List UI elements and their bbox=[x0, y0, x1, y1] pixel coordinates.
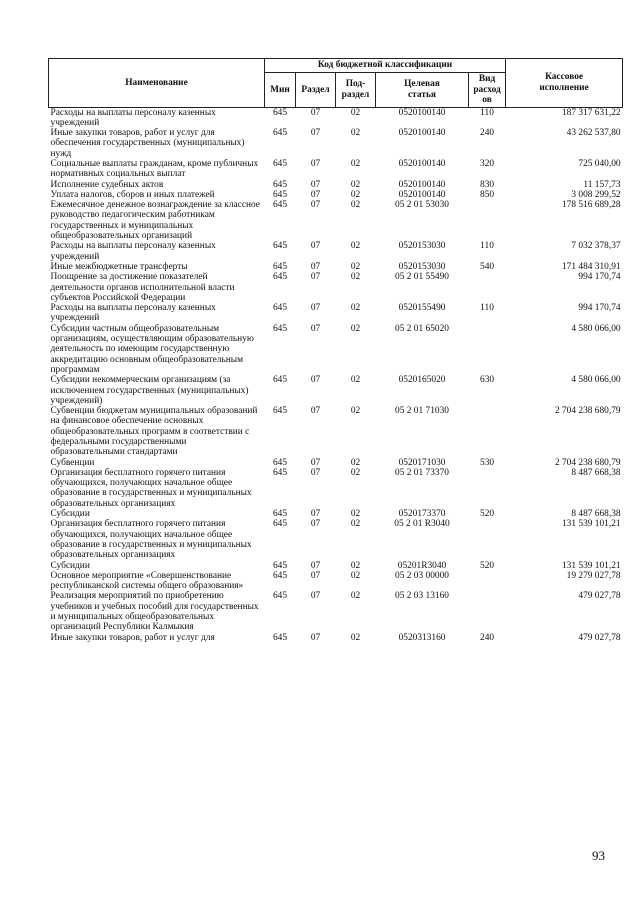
cell-vid bbox=[469, 468, 506, 509]
cell-name: Субсидии частным общеобразовательным организациям, осуществляющим образовательную деятельность по имеющим государственную аккредитацию основным общеобразовательным программам bbox=[50, 323, 254, 375]
header-podrazdel: Под- раздел bbox=[336, 73, 376, 108]
cell-target: 05 2 01 71030 bbox=[395, 406, 449, 417]
cell-target: 05 2 01 53030 bbox=[395, 200, 449, 211]
cell-amount: 187 317 631,22 bbox=[561, 107, 621, 118]
cell-target: 0520173370 bbox=[398, 509, 446, 520]
cell-target: 0520153030 bbox=[398, 261, 446, 272]
header-vid: Вид расход ов bbox=[469, 73, 506, 108]
cell-podrazdel: 02 bbox=[350, 272, 361, 283]
cell-min: 645 bbox=[272, 261, 288, 272]
table-body bbox=[49, 107, 623, 643]
cell-podrazdel: 02 bbox=[350, 509, 361, 520]
cell-min: 645 bbox=[272, 158, 288, 169]
cell-vid: 540 bbox=[480, 261, 495, 272]
cell-vid bbox=[469, 324, 506, 375]
cell-min: 645 bbox=[272, 519, 288, 530]
table-row bbox=[49, 159, 623, 180]
table-row bbox=[49, 571, 623, 592]
cell-amount: 994 170,74 bbox=[578, 303, 621, 314]
table-row bbox=[49, 303, 623, 324]
table-row bbox=[49, 190, 623, 200]
cell-vid bbox=[469, 519, 506, 560]
cell-amount: 725 040,00 bbox=[578, 158, 621, 169]
cell-razdel: 07 bbox=[310, 107, 321, 118]
cell-vid: 630 bbox=[480, 375, 495, 386]
cell-amount: 171 484 310,91 bbox=[561, 261, 621, 272]
cell-vid: 830 bbox=[480, 179, 495, 190]
cell-min: 645 bbox=[272, 179, 288, 190]
cell-name: Реализация мероприятий по приобретению учебников и учебных пособий для государственных и муниципальных общеобразовательных организаций Республики Калмыкия bbox=[50, 591, 259, 633]
cell-name: Организация бесплатного горячего питания обучающихся, получающих начальное общее образование в государственных и муниципальных образовательных организациях bbox=[50, 519, 252, 561]
table-header bbox=[49, 59, 623, 108]
cell-amount: 3 008 299,52 bbox=[571, 189, 621, 200]
cell-razdel: 07 bbox=[310, 591, 321, 602]
cell-min: 645 bbox=[272, 467, 288, 478]
cell-target: 05 2 01 73370 bbox=[395, 467, 449, 478]
cell-razdel: 07 bbox=[310, 509, 321, 520]
header-name: Наименование bbox=[49, 59, 265, 108]
table-row bbox=[49, 200, 623, 241]
cell-min: 645 bbox=[272, 560, 288, 571]
cell-min: 645 bbox=[272, 107, 288, 118]
cell-podrazdel: 02 bbox=[350, 591, 361, 602]
cell-name: Основное мероприятие «Совершенствование республиканской системы общего образования» bbox=[50, 570, 244, 592]
cell-razdel: 07 bbox=[310, 570, 321, 581]
page-number: 93 bbox=[592, 848, 605, 863]
table-row bbox=[49, 375, 623, 406]
cell-target: 0520153030 bbox=[398, 241, 446, 252]
cell-podrazdel: 02 bbox=[350, 128, 361, 139]
cell-podrazdel: 02 bbox=[350, 189, 361, 200]
cell-min: 645 bbox=[272, 406, 288, 417]
cell-target: 05201R3040 bbox=[397, 560, 447, 571]
cell-target: 0520165020 bbox=[398, 375, 446, 386]
cell-podrazdel: 02 bbox=[350, 179, 361, 190]
cell-razdel: 07 bbox=[310, 241, 321, 252]
cell-razdel: 07 bbox=[310, 375, 321, 386]
cell-name: Субвенции бюджетам муниципальных образований на финансовое обеспечение основных общеобразовательных программ в соответствии с федеральными государственными образовательными стандартами bbox=[50, 406, 258, 458]
cell-podrazdel: 02 bbox=[350, 107, 361, 118]
cell-min: 645 bbox=[272, 375, 288, 386]
cell-target: 0520100140 bbox=[398, 158, 446, 169]
table-row bbox=[49, 406, 623, 457]
cell-razdel: 07 bbox=[310, 158, 321, 169]
cell-podrazdel: 02 bbox=[350, 323, 361, 334]
header-razdel: Раздел bbox=[296, 73, 336, 108]
cell-name: Организация бесплатного горячего питания обучающихся, получающих начальное общее образование в государственных и муниципальных образовательных организациях bbox=[50, 467, 252, 509]
cell-amount: 131 539 101,21 bbox=[561, 519, 621, 530]
cell-name: Расходы на выплаты персоналу казенных учреждений bbox=[50, 107, 216, 128]
cell-podrazdel: 02 bbox=[350, 560, 361, 571]
cell-razdel: 07 bbox=[310, 303, 321, 314]
cell-razdel: 07 bbox=[310, 519, 321, 530]
cell-amount: 19 279 027,78 bbox=[566, 570, 621, 581]
cell-name: Иные закупки товаров, работ и услуг для bbox=[50, 632, 215, 643]
header-target: Целевая статья bbox=[376, 73, 469, 108]
cell-name: Субсидии bbox=[50, 509, 90, 520]
table-row bbox=[49, 458, 623, 468]
cell-min: 645 bbox=[272, 323, 288, 334]
cell-razdel: 07 bbox=[310, 200, 321, 211]
cell-vid: 320 bbox=[480, 158, 495, 169]
cell-min: 645 bbox=[272, 303, 288, 314]
table-row bbox=[49, 519, 623, 560]
cell-min: 645 bbox=[272, 591, 288, 602]
cell-amount: 131 539 101,21 bbox=[561, 560, 621, 571]
cell-vid: 850 bbox=[480, 189, 495, 200]
cell-name: Субвенции bbox=[50, 457, 95, 468]
cell-amount: 479 027,78 bbox=[578, 591, 621, 602]
cell-target: 0520155490 bbox=[398, 303, 446, 314]
cell-amount: 2 704 238 680,79 bbox=[554, 457, 621, 468]
cell-amount: 2 704 238 680,79 bbox=[554, 406, 621, 417]
cell-name: Уплата налогов, сборов и иных платежей bbox=[50, 189, 215, 200]
table-row bbox=[49, 591, 623, 632]
cell-amount: 7 032 378,37 bbox=[571, 241, 621, 252]
cell-razdel: 07 bbox=[310, 406, 321, 417]
cell-target: 0520313160 bbox=[398, 632, 446, 643]
cell-amount: 8 487 668,38 bbox=[571, 467, 621, 478]
cell-target: 0520100140 bbox=[398, 179, 446, 190]
cell-razdel: 07 bbox=[310, 632, 321, 643]
cell-target: 05 2 01 55490 bbox=[395, 272, 449, 283]
cell-razdel: 07 bbox=[310, 457, 321, 468]
cell-target: 0520100140 bbox=[398, 189, 446, 200]
cell-vid: 530 bbox=[480, 457, 495, 468]
table-row bbox=[49, 468, 623, 509]
cell-amount: 4 580 066,00 bbox=[571, 323, 621, 334]
cell-target: 0520100140 bbox=[398, 128, 446, 139]
cell-razdel: 07 bbox=[310, 272, 321, 283]
cell-vid: 110 bbox=[480, 303, 494, 314]
cell-amount: 4 580 066,00 bbox=[571, 375, 621, 386]
cell-target: 05 2 01 R3040 bbox=[394, 519, 450, 530]
table-row bbox=[49, 180, 623, 190]
cell-name: Поощрение за достижение показателей деятельности органов исполнительной власти субъектов Российской Федерации bbox=[50, 272, 235, 303]
cell-razdel: 07 bbox=[310, 128, 321, 139]
cell-vid bbox=[469, 200, 506, 241]
table-row bbox=[49, 272, 623, 303]
cell-target: 05 2 01 65020 bbox=[395, 323, 449, 334]
cell-vid bbox=[469, 272, 506, 303]
cell-podrazdel: 02 bbox=[350, 632, 361, 643]
cell-vid: 240 bbox=[480, 128, 495, 139]
cell-razdel: 07 bbox=[310, 179, 321, 190]
cell-min: 645 bbox=[272, 457, 288, 468]
cell-podrazdel: 02 bbox=[350, 261, 361, 272]
cell-target: 05 2 03 13160 bbox=[395, 591, 449, 602]
cell-min: 645 bbox=[272, 200, 288, 211]
cell-min: 645 bbox=[272, 632, 288, 643]
cell-vid: 520 bbox=[480, 560, 495, 571]
table-row bbox=[49, 561, 623, 571]
cell-amount: 43 262 537,80 bbox=[566, 128, 621, 139]
cell-podrazdel: 02 bbox=[350, 303, 361, 314]
table-row bbox=[49, 262, 623, 272]
cell-podrazdel: 02 bbox=[350, 570, 361, 581]
cell-podrazdel: 02 bbox=[350, 241, 361, 252]
cell-target: 05 2 03 00000 bbox=[395, 570, 449, 581]
cell-name: Социальные выплаты гражданам, кроме публичных нормативных социальных выплат bbox=[50, 158, 259, 180]
cell-target: 0520171030 bbox=[398, 457, 446, 468]
cell-razdel: 07 bbox=[310, 189, 321, 200]
cell-podrazdel: 02 bbox=[350, 467, 361, 478]
cell-min: 645 bbox=[272, 272, 288, 283]
cell-podrazdel: 02 bbox=[350, 200, 361, 211]
cell-name: Субсидии некоммерческим организациям (за исключением государственных (муниципальных) учреждений) bbox=[50, 375, 249, 406]
table-row bbox=[49, 107, 623, 128]
cell-vid bbox=[469, 406, 506, 457]
cell-name: Расходы на выплаты персоналу казенных учреждений bbox=[50, 303, 216, 324]
table-row bbox=[49, 324, 623, 375]
cell-name: Иные межбюджетные трансферты bbox=[50, 261, 188, 272]
cell-name: Субсидии bbox=[50, 560, 90, 571]
cell-podrazdel: 02 bbox=[350, 406, 361, 417]
table-row bbox=[49, 128, 623, 159]
cell-razdel: 07 bbox=[310, 467, 321, 478]
cell-podrazdel: 02 bbox=[350, 375, 361, 386]
cell-razdel: 07 bbox=[310, 323, 321, 334]
budget-table bbox=[48, 58, 623, 643]
header-code-group: Код бюджетной классификации bbox=[265, 59, 506, 73]
table-row bbox=[49, 241, 623, 262]
cell-name: Ежемесячное денежное вознаграждение за классное руководство педагогическим работникам государственных и муниципальных общеобразовательных организаций bbox=[50, 200, 260, 242]
cell-min: 645 bbox=[272, 241, 288, 252]
cell-amount: 178 516 689,28 bbox=[561, 200, 621, 211]
cell-razdel: 07 bbox=[310, 261, 321, 272]
table-row bbox=[49, 633, 623, 643]
cell-razdel: 07 bbox=[310, 560, 321, 571]
cell-amount: 11 157,73 bbox=[583, 179, 621, 190]
cell-vid: 240 bbox=[480, 632, 495, 643]
cell-amount: 8 487 668,38 bbox=[571, 509, 621, 520]
cell-vid: 110 bbox=[480, 107, 494, 118]
cell-podrazdel: 02 bbox=[350, 158, 361, 169]
cell-podrazdel: 02 bbox=[350, 519, 361, 530]
cell-target: 0520100140 bbox=[398, 107, 446, 118]
cell-amount: 479 027,78 bbox=[578, 632, 621, 643]
cell-vid: 520 bbox=[480, 509, 495, 520]
cell-podrazdel: 02 bbox=[350, 457, 361, 468]
cell-vid bbox=[469, 571, 506, 592]
header-min: Мин bbox=[265, 73, 296, 108]
header-exec: Кассовое исполнение bbox=[506, 59, 623, 108]
cell-min: 645 bbox=[272, 128, 288, 139]
cell-min: 645 bbox=[272, 570, 288, 581]
cell-name: Иные закупки товаров, работ и услуг для обеспечения государственных (муниципальных) нужд bbox=[50, 128, 245, 159]
table-row bbox=[49, 509, 623, 519]
cell-min: 645 bbox=[272, 509, 288, 520]
cell-name: Расходы на выплаты персоналу казенных учреждений bbox=[50, 241, 216, 262]
cell-amount: 994 170,74 bbox=[578, 272, 621, 283]
cell-name: Исполнение судебных актов bbox=[50, 179, 164, 190]
cell-vid: 110 bbox=[480, 241, 494, 252]
cell-vid bbox=[469, 591, 506, 632]
cell-min: 645 bbox=[272, 189, 288, 200]
